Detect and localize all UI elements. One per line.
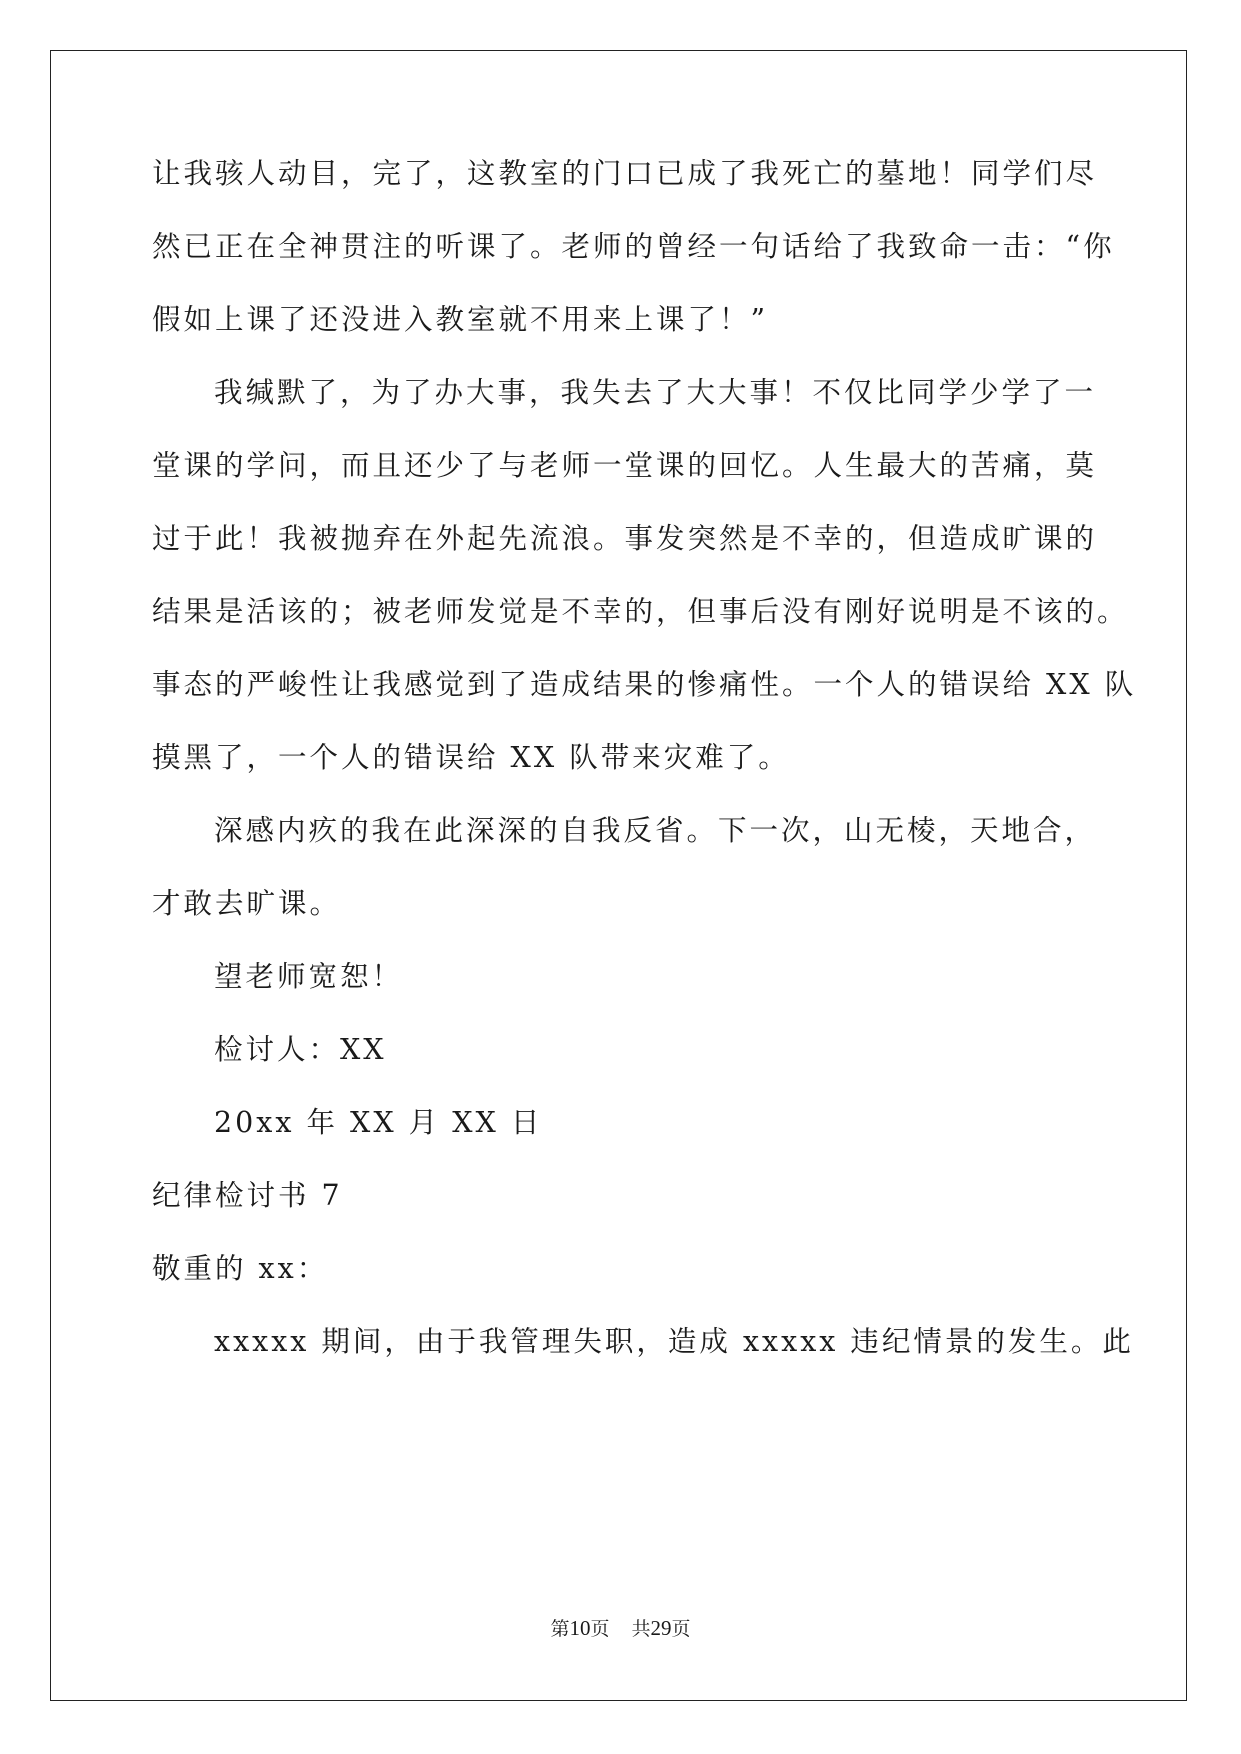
footer-prefix: 第 xyxy=(550,1618,570,1640)
text-line: 事态的严峻性让我感觉到了造成结果的惨痛性。一个人的错误给 XX 队 xyxy=(152,668,1137,701)
closing-line: 望老师宽恕！ xyxy=(214,960,404,993)
section-title: 纪律检讨书 7 xyxy=(152,1179,343,1212)
text-line: 摸黑了，一个人的错误给 XX 队带来灾难了。 xyxy=(152,741,790,774)
footer-total-suffix: 页 xyxy=(671,1618,691,1640)
signature-line: 检讨人：XX xyxy=(214,1033,387,1066)
text-line: 才敢去旷课。 xyxy=(152,887,342,920)
text-line: 让我骇人动目，完了，这教室的门口已成了我死亡的墓地！同学们尽 xyxy=(152,157,1098,190)
paragraph-start-line: xxxxx 期间，由于我管理失职，造成 xxxxx 违纪情景的发生。此 xyxy=(214,1325,1134,1358)
paragraph-start-line: 我缄默了，为了办大事，我失去了大大事！不仅比同学少学了一 xyxy=(214,376,1097,409)
text-line: 结果是活该的；被老师发觉是不幸的，但事后没有刚好说明是不该的。 xyxy=(152,595,1129,628)
footer-total-prefix: 共 xyxy=(631,1618,651,1640)
page-border xyxy=(50,50,1187,1701)
total-page-number: 29 xyxy=(650,1616,672,1640)
text-line: 假如上课了还没进入教室就不用来上课了！” xyxy=(152,303,769,336)
paragraph-start-line: 深感内疚的我在此深深的自我反省。下一次，山无棱，天地合， xyxy=(214,814,1097,847)
page-footer xyxy=(0,1616,1241,1641)
text-line: 然已正在全神贯注的听课了。老师的曾经一句话给了我致命一击：“你 xyxy=(152,230,1115,263)
salutation: 敬重的 xx： xyxy=(152,1252,329,1285)
text-line: 堂课的学问，而且还少了与老师一堂课的回忆。人生最大的苦痛，莫 xyxy=(152,449,1098,482)
current-page-number: 10 xyxy=(569,1616,591,1640)
text-line: 过于此！我被抛弃在外起先流浪。事发突然是不幸的，但造成旷课的 xyxy=(152,522,1098,555)
date-line: 20xx 年 XX 月 XX 日 xyxy=(214,1106,543,1139)
footer-page-suffix: 页 xyxy=(590,1618,610,1640)
